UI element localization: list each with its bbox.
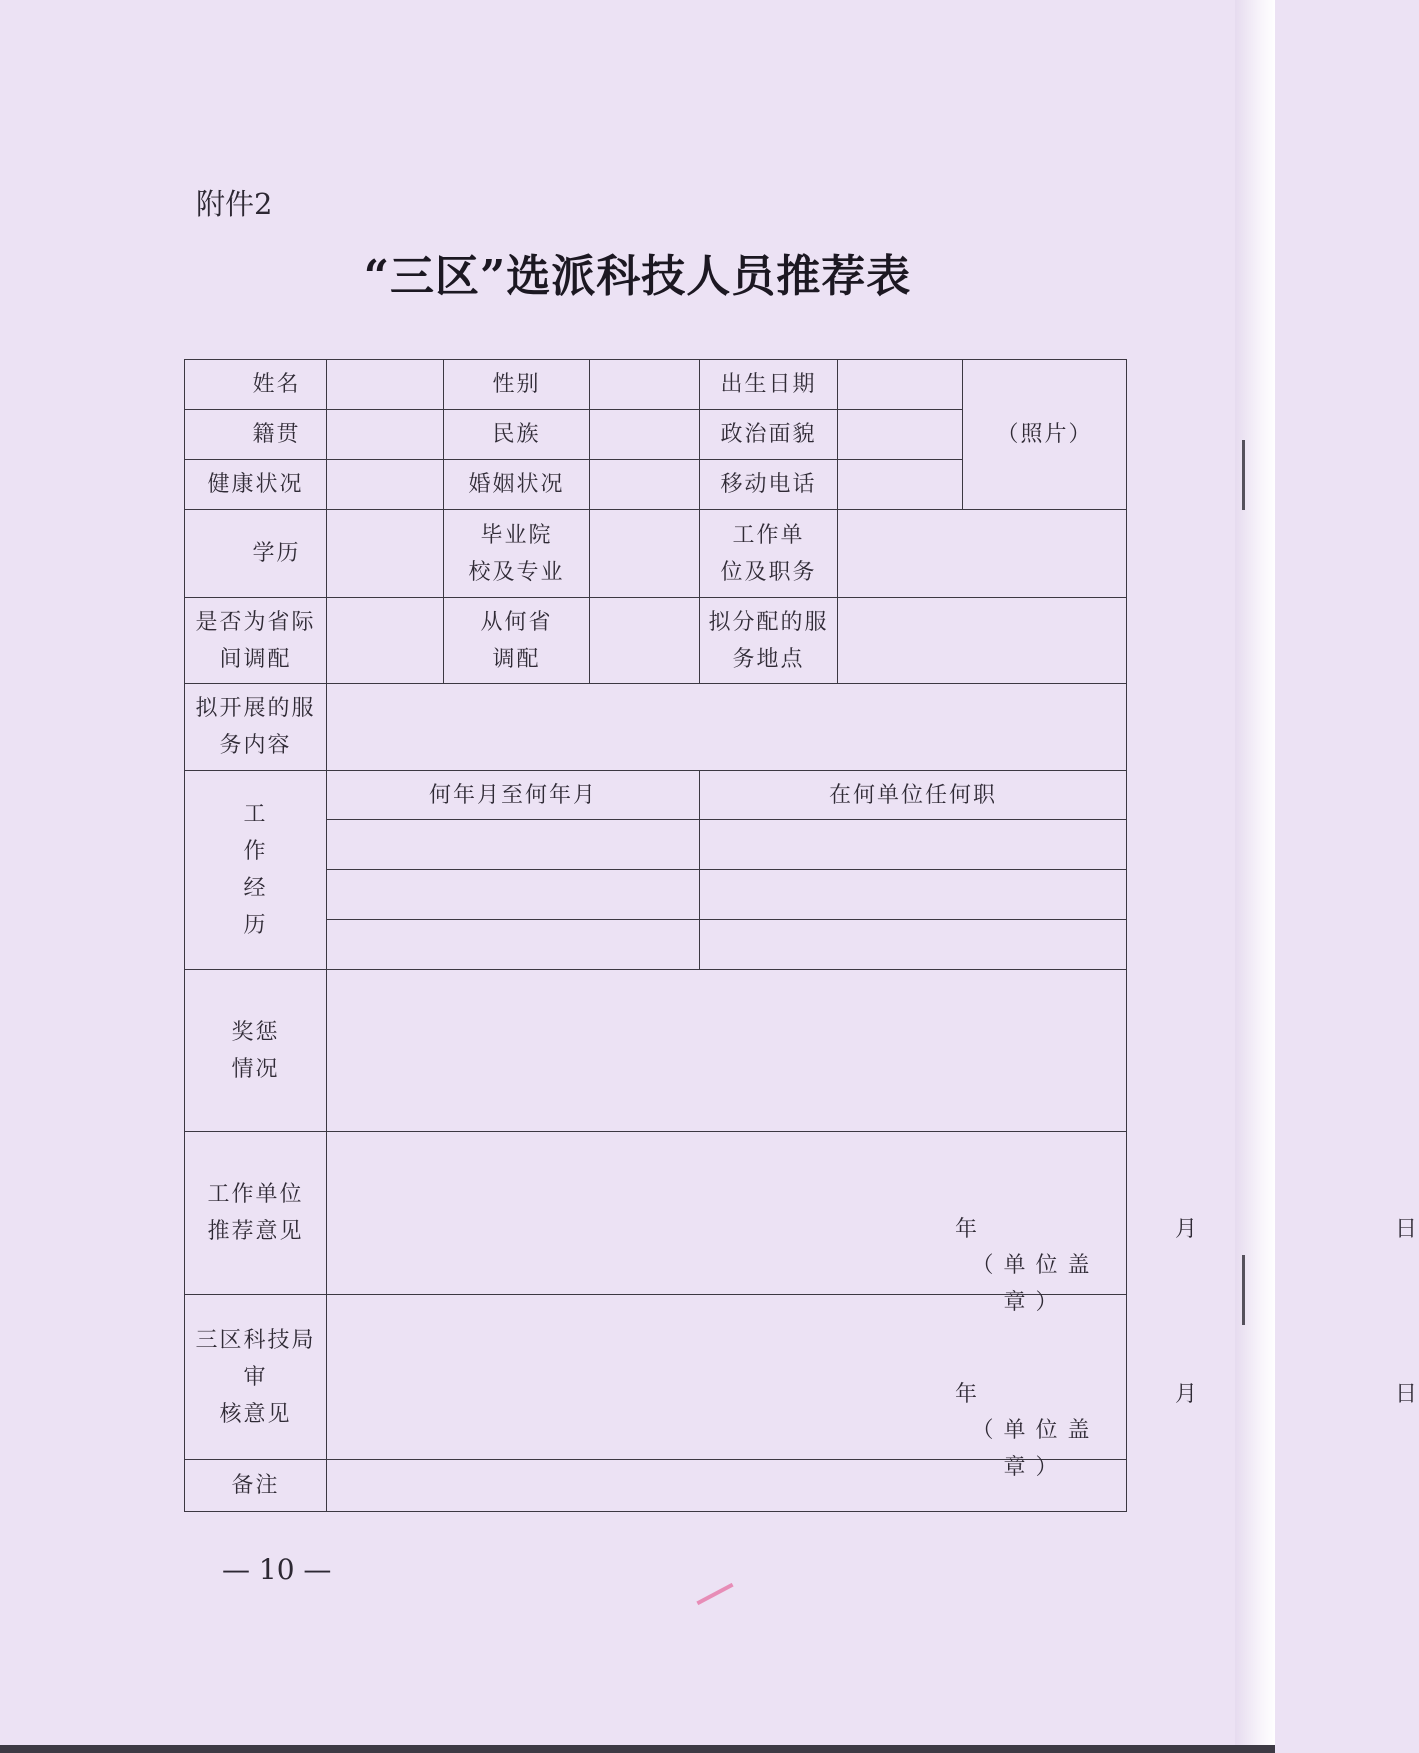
row-name <box>185 360 1127 410</box>
health-field[interactable] <box>327 460 444 510</box>
interprovincial-field[interactable] <box>327 598 444 684</box>
work-history-label-char: 作 <box>243 839 268 864</box>
rewards-label-line: 奖惩 <box>231 1019 280 1045</box>
attachment-label: 附件2 <box>196 187 273 221</box>
bureau-opinion-field[interactable] <box>327 1295 1419 1480</box>
from-province-label-line: 调配 <box>492 646 541 672</box>
rewards-field[interactable] <box>327 970 1127 1132</box>
work-unit-label <box>700 510 838 598</box>
rewards-label-line: 情况 <box>231 1056 280 1082</box>
mobile-field[interactable] <box>838 460 963 510</box>
education-field[interactable] <box>327 510 444 598</box>
birth-date-field[interactable] <box>838 360 963 410</box>
marital-label: 婚姻状况 <box>444 460 590 510</box>
education-label: 学历 <box>185 510 327 598</box>
row-unit-opinion <box>185 1132 1127 1295</box>
bureau-opinion-label-line: 核意见 <box>219 1401 292 1427</box>
binding-mark-bottom <box>1242 1255 1245 1325</box>
rewards-label <box>185 970 327 1132</box>
service-location-label <box>700 598 838 684</box>
form-title: “三区”选派科技人员推荐表 <box>363 251 912 302</box>
row-bureau-opinion <box>185 1295 1127 1460</box>
work-unit-label-line: 位及职务 <box>720 559 817 585</box>
interprovincial-label-line: 是否为省际 <box>195 609 316 635</box>
unit-opinion-field[interactable] <box>327 1132 1419 1315</box>
name-label: 姓名 <box>185 360 327 410</box>
work-history-period-field[interactable] <box>327 920 700 970</box>
service-content-label-line: 拟开展的服 <box>195 696 316 721</box>
native-place-field[interactable] <box>327 410 444 460</box>
school-major-label <box>444 510 590 598</box>
work-history-label-char: 工 <box>243 802 268 827</box>
political-status-field[interactable] <box>838 410 963 460</box>
work-history-position-field[interactable] <box>700 920 1127 970</box>
birth-date-label: 出生日期 <box>700 360 838 410</box>
service-location-label-line: 务地点 <box>732 646 805 672</box>
row-education <box>185 510 1127 598</box>
work-history-position-field[interactable] <box>700 870 1127 920</box>
bureau-opinion-seal: （单位盖章） <box>971 1418 1100 1480</box>
interprovincial-label-line: 间调配 <box>219 646 292 672</box>
page-number: — 10 — <box>222 1553 332 1586</box>
work-history-header-row <box>185 771 1127 820</box>
ink-smudge <box>696 1583 733 1605</box>
work-unit-label-line: 工作单 <box>732 522 805 548</box>
gender-label: 性别 <box>444 360 590 410</box>
work-history-period-header: 何年月至何年月 <box>327 771 700 820</box>
ethnicity-field[interactable] <box>590 410 700 460</box>
from-province-field[interactable] <box>590 598 700 684</box>
service-content-label <box>185 684 327 771</box>
service-location-field[interactable] <box>838 598 1127 684</box>
political-status-label: 政治面貌 <box>700 410 838 460</box>
mobile-label: 移动电话 <box>700 460 838 510</box>
unit-opinion-label <box>185 1132 327 1295</box>
work-history-label <box>185 771 327 970</box>
service-content-label-line: 务内容 <box>219 733 292 758</box>
school-major-field[interactable] <box>590 510 700 598</box>
bureau-opinion-label-line: 三区科技局审 <box>195 1327 316 1390</box>
bureau-opinion-label <box>185 1295 327 1460</box>
work-history-row <box>185 820 1127 870</box>
gender-field[interactable] <box>590 360 700 410</box>
native-place-label: 籍贯 <box>185 410 327 460</box>
recommendation-form-table <box>184 359 1419 1512</box>
work-history-period-field[interactable] <box>327 870 700 920</box>
from-province-label <box>444 598 590 684</box>
work-history-position-header: 在何单位任何职 <box>700 771 1127 820</box>
photo-box[interactable]: （照片） <box>963 360 1127 510</box>
unit-opinion-label-line: 工作单位 <box>207 1182 304 1207</box>
service-location-label-line: 拟分配的服 <box>708 609 829 635</box>
scan-bottom-edge <box>0 1745 1275 1753</box>
unit-opinion-date: 年 月 日 <box>955 1217 1419 1242</box>
work-history-period-field[interactable] <box>327 820 700 870</box>
remarks-label: 备注 <box>185 1460 327 1512</box>
work-history-label-char: 经 <box>243 876 268 901</box>
binding-mark-top <box>1242 440 1245 510</box>
unit-opinion-label-line: 推荐意见 <box>207 1219 304 1244</box>
school-major-label-line: 校及专业 <box>468 559 565 585</box>
work-history-label-char: 历 <box>243 913 268 938</box>
row-interprovincial <box>185 598 1127 684</box>
unit-opinion-seal: （单位盖章） <box>971 1253 1100 1315</box>
work-unit-field[interactable] <box>838 510 1127 598</box>
health-label: 健康状况 <box>185 460 327 510</box>
marital-field[interactable] <box>590 460 700 510</box>
bureau-opinion-date: 年 月 日 <box>955 1382 1419 1407</box>
ethnicity-label: 民族 <box>444 410 590 460</box>
service-content-field[interactable] <box>327 684 1127 771</box>
work-history-row <box>185 870 1127 920</box>
work-history-row <box>185 920 1127 970</box>
school-major-label-line: 毕业院 <box>480 522 553 548</box>
work-history-position-field[interactable] <box>700 820 1127 870</box>
row-service-content <box>185 684 1127 771</box>
from-province-label-line: 从何省 <box>480 609 553 635</box>
interprovincial-label <box>185 598 327 684</box>
name-field[interactable] <box>327 360 444 410</box>
row-rewards <box>185 970 1127 1132</box>
